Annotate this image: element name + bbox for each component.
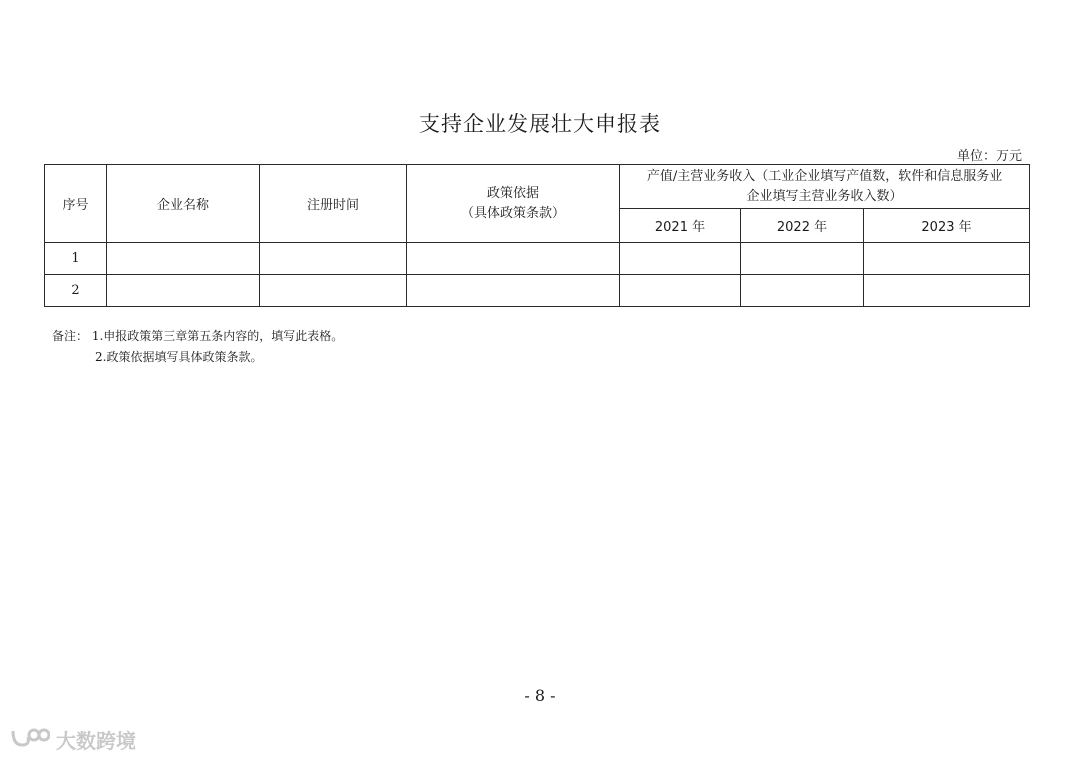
- header-company-name: 企业名称: [107, 165, 260, 243]
- notes: [52, 326, 343, 368]
- cell-policy-basis[interactable]: [407, 243, 620, 275]
- header-policy-basis: [407, 165, 620, 243]
- header-year-2022: 2022 年: [741, 209, 864, 243]
- table-row: [45, 275, 1030, 307]
- cell-2022[interactable]: [741, 243, 864, 275]
- cell-policy-basis[interactable]: [407, 275, 620, 307]
- row-seq: 2: [45, 275, 107, 307]
- cell-2021[interactable]: [620, 275, 741, 307]
- header-policy-line2: （具体政策条款）: [460, 205, 565, 221]
- header-seq: 序号: [45, 165, 107, 243]
- table-row: [45, 243, 1030, 275]
- watermark: [10, 725, 136, 754]
- watermark-text: 大数跨境: [56, 729, 136, 753]
- header-output-revenue: [620, 165, 1030, 209]
- note-2: 2.政策依据填写具体政策条款。: [95, 350, 263, 364]
- header-registration-time: 注册时间: [260, 165, 407, 243]
- header-policy-line1: 政策依据: [486, 185, 539, 201]
- header-output-line1: 产值/主营业务收入（工业企业填写产值数，软件和信息服务业: [646, 168, 1003, 184]
- row-seq: 1: [45, 243, 107, 275]
- cell-company-name[interactable]: [107, 275, 260, 307]
- table-header-row: [45, 165, 1030, 209]
- unit-label: 单位：万元: [956, 149, 1022, 164]
- cell-2023[interactable]: [864, 275, 1030, 307]
- cell-registration-time[interactable]: [260, 275, 407, 307]
- application-table: [44, 164, 1030, 307]
- logo-icon: [10, 725, 50, 754]
- header-output-line2: 企业填写主营业务收入数）: [746, 188, 903, 204]
- note-1: 备注： 1.申报政策第三章第五条内容的，填写此表格。: [52, 329, 344, 343]
- document-title: 支持企业发展壮大申报表: [419, 112, 661, 136]
- header-year-2021: 2021 年: [620, 209, 741, 243]
- cell-2023[interactable]: [864, 243, 1030, 275]
- page-number: - 8 -: [524, 686, 556, 705]
- cell-company-name[interactable]: [107, 243, 260, 275]
- cell-2021[interactable]: [620, 243, 741, 275]
- header-year-2023: 2023 年: [864, 209, 1030, 243]
- cell-registration-time[interactable]: [260, 243, 407, 275]
- cell-2022[interactable]: [741, 275, 864, 307]
